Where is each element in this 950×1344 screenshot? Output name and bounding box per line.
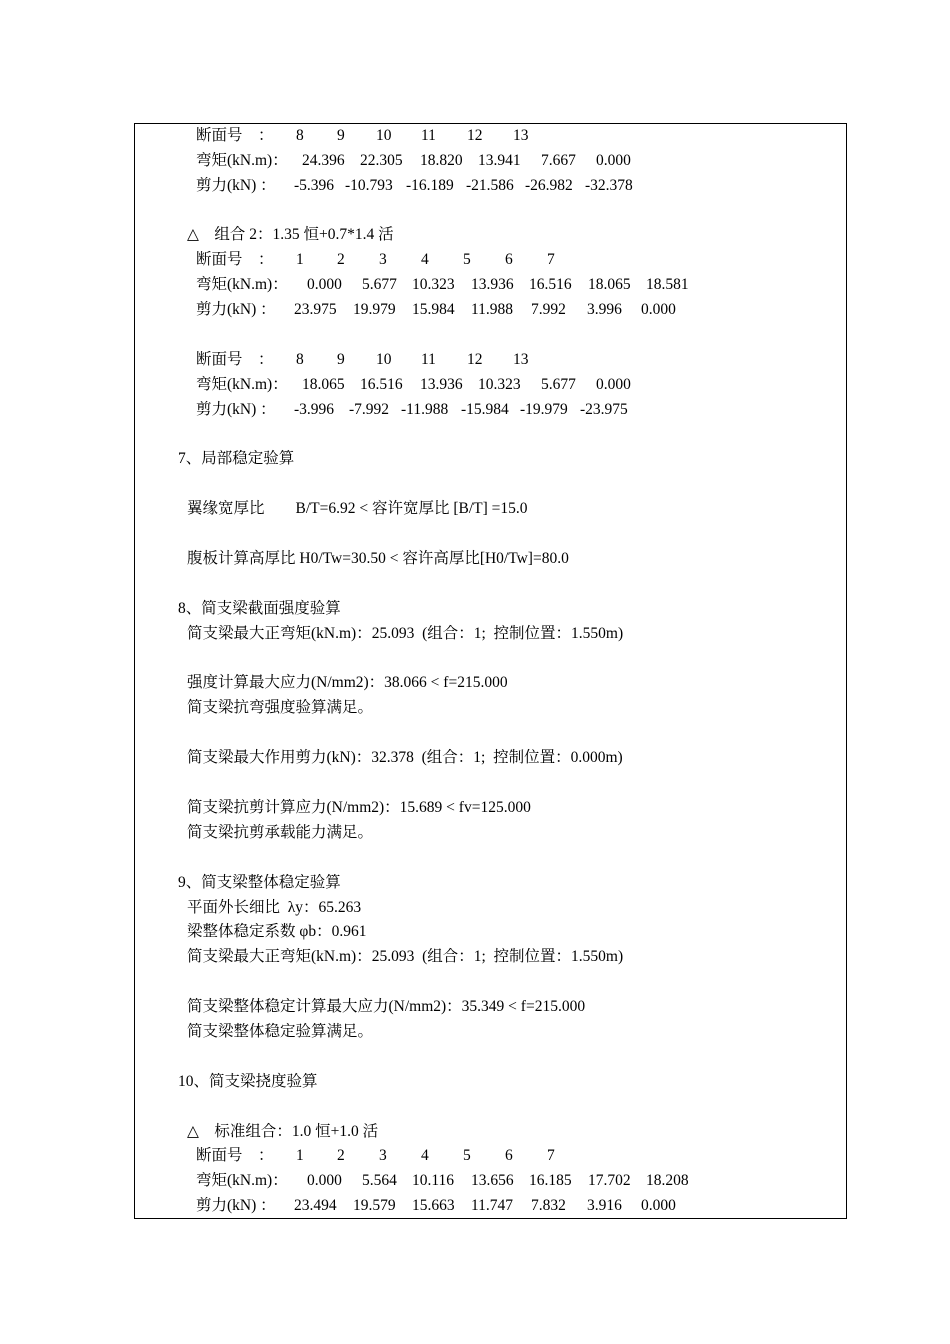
moment-value: 24.396 <box>302 152 345 169</box>
moment-value: 10.116 <box>412 1172 455 1189</box>
shear-label: 剪力(kN) ： <box>196 177 276 194</box>
section-number: 11 <box>421 127 436 144</box>
shear-value: 0.000 <box>641 301 676 318</box>
combo2-title: △ 组合 2：1.35 恒+0.7*1.4 活 <box>187 226 394 243</box>
moment-value: 13.656 <box>471 1172 514 1189</box>
section-number: 12 <box>467 127 483 144</box>
sec9-stability-ok: 简支梁整体稳定验算满足。 <box>187 1023 374 1040</box>
section-number: 3 <box>379 251 387 268</box>
section-number: 2 <box>337 251 345 268</box>
moment-label: 弯矩(kN.m)： <box>196 276 288 293</box>
section-number: 6 <box>505 1147 513 1164</box>
section-number: 10 <box>376 351 392 368</box>
sec8-heading: 8、简支梁截面强度验算 <box>178 600 341 617</box>
sec10-heading: 10、简支梁挠度验算 <box>178 1073 318 1090</box>
shear-value: -15.984 <box>461 401 509 418</box>
moment-value: 0.000 <box>307 276 342 293</box>
shear-value: -19.979 <box>520 401 568 418</box>
shear-value: 0.000 <box>641 1197 676 1214</box>
moment-label: 弯矩(kN.m)： <box>196 152 288 169</box>
block2-section-row <box>0 250 950 270</box>
shear-value: -21.586 <box>466 177 514 194</box>
shear-value: -5.396 <box>294 177 335 194</box>
moment-label: 弯矩(kN.m)： <box>196 376 288 393</box>
block4-section-row <box>0 1146 950 1166</box>
section-number: 4 <box>421 1147 429 1164</box>
section-label: 断面号 ： <box>196 251 274 268</box>
sec9-heading: 9、简支梁整体稳定验算 <box>178 874 341 891</box>
section-number: 4 <box>421 251 429 268</box>
block1-section-row <box>0 126 950 146</box>
shear-value: 7.992 <box>531 301 566 318</box>
moment-value: 18.065 <box>302 376 345 393</box>
moment-value: 13.936 <box>471 276 514 293</box>
shear-value: 23.494 <box>294 1197 337 1214</box>
flange-ratio-text: 翼缘宽厚比 B/T=6.92 < 容许宽厚比 [B/T] =15.0 <box>187 500 528 517</box>
shear-value: 3.996 <box>587 301 622 318</box>
shear-label: 剪力(kN) ： <box>196 301 276 318</box>
moment-value: 5.677 <box>362 276 397 293</box>
shear-value: -11.988 <box>401 401 449 418</box>
sec8-max-shear: 简支梁最大作用剪力(kN)：32.378 (组合：1; 控制位置：0.000m) <box>187 749 623 766</box>
web-ratio-text: 腹板计算高厚比 H0/Tw=30.50 < 容许高厚比[H0/Tw]=80.0 <box>187 550 569 567</box>
moment-value: 0.000 <box>307 1172 342 1189</box>
section-number: 11 <box>421 351 436 368</box>
shear-value: -26.982 <box>525 177 573 194</box>
section-number: 2 <box>337 1147 345 1164</box>
sec8-shear-stress: 简支梁抗剪计算应力(N/mm2)：15.689 < fv=125.000 <box>187 799 531 816</box>
sec9-stability-coef: 梁整体稳定系数 φb：0.961 <box>187 923 367 940</box>
block4-moment-row <box>0 1171 950 1191</box>
section-number: 13 <box>513 127 529 144</box>
moment-value: 0.000 <box>596 152 631 169</box>
section-number: 5 <box>463 251 471 268</box>
moment-label: 弯矩(kN.m)： <box>196 1172 288 1189</box>
moment-value: 7.667 <box>541 152 576 169</box>
section-number: 8 <box>296 351 304 368</box>
block1-moment-row <box>0 151 950 171</box>
sec9-max-moment: 简支梁最大正弯矩(kN.m)：25.093 (组合：1; 控制位置：1.550m) <box>187 948 624 965</box>
section-label: 断面号 ： <box>196 1147 274 1164</box>
moment-value: 13.941 <box>478 152 521 169</box>
moment-value: 13.936 <box>420 376 463 393</box>
shear-value: -3.996 <box>294 401 335 418</box>
shear-value: -32.378 <box>585 177 633 194</box>
sec8-bending-ok: 简支梁抗弯强度验算满足。 <box>187 699 374 716</box>
section-number: 12 <box>467 351 483 368</box>
shear-label: 剪力(kN) ： <box>196 401 276 418</box>
block3-shear-row <box>0 400 950 420</box>
moment-value: 16.516 <box>360 376 403 393</box>
moment-value: 22.305 <box>360 152 403 169</box>
shear-value: -7.992 <box>349 401 390 418</box>
section-number: 5 <box>463 1147 471 1164</box>
block3-section-row <box>0 350 950 370</box>
moment-value: 5.677 <box>541 376 576 393</box>
shear-value: -16.189 <box>406 177 454 194</box>
shear-label: 剪力(kN) ： <box>196 1197 276 1214</box>
block2-shear-row <box>0 300 950 320</box>
moment-value: 17.702 <box>588 1172 631 1189</box>
moment-value: 16.516 <box>529 276 572 293</box>
sec8-max-stress: 强度计算最大应力(N/mm2)：38.066 < f=215.000 <box>187 674 508 691</box>
section-label: 断面号 ： <box>196 127 274 144</box>
moment-value: 16.185 <box>529 1172 572 1189</box>
block3-moment-row <box>0 375 950 395</box>
shear-value: 19.979 <box>353 301 396 318</box>
moment-value: 18.065 <box>588 276 631 293</box>
sec8-max-moment: 简支梁最大正弯矩(kN.m)：25.093 (组合：1; 控制位置：1.550m) <box>187 625 624 642</box>
section-label: 断面号 ： <box>196 351 274 368</box>
shear-value: 7.832 <box>531 1197 566 1214</box>
shear-value: 15.984 <box>412 301 455 318</box>
block1-shear-row <box>0 176 950 196</box>
moment-value: 5.564 <box>362 1172 397 1189</box>
section-number: 13 <box>513 351 529 368</box>
shear-value: 19.579 <box>353 1197 396 1214</box>
shear-value: 3.916 <box>587 1197 622 1214</box>
moment-value: 10.323 <box>412 276 455 293</box>
section-number: 1 <box>296 1147 304 1164</box>
shear-value: -10.793 <box>345 177 393 194</box>
section-number: 9 <box>337 351 345 368</box>
moment-value: 18.208 <box>646 1172 689 1189</box>
sec9-stability-stress: 简支梁整体稳定计算最大应力(N/mm2)：35.349 < f=215.000 <box>187 998 586 1015</box>
sec7-heading: 7、局部稳定验算 <box>178 450 295 467</box>
section-number: 7 <box>547 251 555 268</box>
moment-value: 10.323 <box>478 376 521 393</box>
moment-value: 18.581 <box>646 276 689 293</box>
moment-value: 0.000 <box>596 376 631 393</box>
section-number: 7 <box>547 1147 555 1164</box>
section-number: 1 <box>296 251 304 268</box>
sec10-combo-title: △ 标准组合：1.0 恒+1.0 活 <box>187 1123 379 1140</box>
block2-moment-row <box>0 275 950 295</box>
block4-shear-row <box>0 1196 950 1216</box>
shear-value: 23.975 <box>294 301 337 318</box>
sec9-slenderness: 平面外长细比 λy：65.263 <box>187 899 362 916</box>
sec8-shear-ok: 简支梁抗剪承载能力满足。 <box>187 824 374 841</box>
section-number: 3 <box>379 1147 387 1164</box>
section-number: 9 <box>337 127 345 144</box>
section-number: 8 <box>296 127 304 144</box>
moment-value: 18.820 <box>420 152 463 169</box>
section-number: 6 <box>505 251 513 268</box>
shear-value: 11.747 <box>471 1197 514 1214</box>
shear-value: -23.975 <box>580 401 628 418</box>
shear-value: 11.988 <box>471 301 514 318</box>
section-number: 10 <box>376 127 392 144</box>
shear-value: 15.663 <box>412 1197 455 1214</box>
